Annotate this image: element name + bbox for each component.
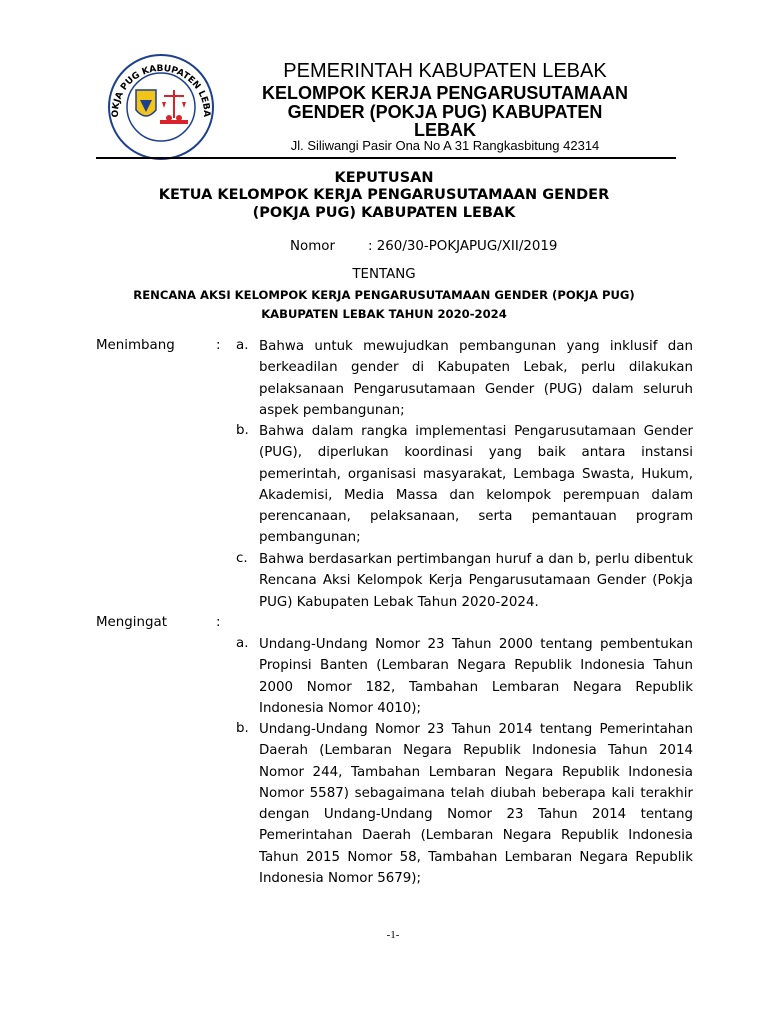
pokja-pug-logo	[96, 52, 226, 162]
decree-number-value: : 260/30-POKJAPUG/XII/2019	[368, 239, 558, 254]
decree-title-line1: KETUA KELOMPOK KERJA PENGARUSUTAMAAN GENDER	[158, 187, 610, 203]
mengingat-colon: :	[216, 615, 221, 630]
menimbang-item-c	[259, 549, 693, 613]
decree-title-line2: (POKJA PUG) KABUPATEN LEBAK	[252, 205, 516, 221]
mengingat-item-b-letter: b.	[236, 721, 249, 736]
decree-subject-line2: KABUPATEN LEBAK TAHUN 2020-2024	[261, 307, 507, 321]
svg-text:POKJA PUG KABUPATEN LEBAK: OKJA PUG KABUPATEN LEBA	[110, 63, 212, 118]
mengingat-label: Mengingat	[96, 615, 167, 630]
menimbang-item-c-letter: c.	[236, 551, 248, 566]
menimbang-item-b-text: Bahwa dalam rangka implementasi Pengarusutamaan Gender (PUG), diperlukan koordinasi yang baik antara instansi pemerintah, organisasi masyarakat, Lembaga Swasta, Hukum, Akademisi, Media Massa dan kelompok perempuan dalam perencanaan, pelaksanaan, serta pemantauan program pembangunan;	[259, 424, 693, 546]
menimbang-colon: :	[216, 338, 221, 353]
letterhead-line4: LEBAK	[414, 120, 476, 140]
letterhead-divider	[96, 157, 676, 159]
menimbang-item-a-letter: a.	[236, 338, 249, 353]
letterhead-line1: PEMERINTAH KABUPATEN LEBAK	[283, 60, 607, 82]
decree-tentang: TENTANG	[352, 267, 416, 282]
decree-heading: KEPUTUSAN	[334, 170, 434, 186]
letterhead-line3: GENDER (POKJA PUG) KABUPATEN	[287, 102, 603, 122]
letterhead-line2: KELOMPOK KERJA PENGARUSUTAMAAN	[261, 83, 628, 103]
mengingat-item-a-text: Undang-Undang Nomor 23 Tahun 2000 tentang pembentukan Propinsi Banten (Lembaran Negara Republik Indonesia Tahun 2000 Nomor 182, Tambahan Lembaran Negara Republik Indonesia Nomor 4010);	[259, 637, 693, 716]
menimbang-item-a-text: Bahwa untuk mewujudkan pembangunan yang inklusif dan berkeadilan gender di Kabupaten Lebak, perlu dilakukan pelaksanaan Pengarusutamaan Gender (PUG) dalam seluruh aspek pembangunan;	[259, 339, 693, 418]
decree-number-label: Nomor	[290, 239, 335, 254]
menimbang-item-a	[259, 336, 693, 421]
mengingat-item-b-text: Undang-Undang Nomor 23 Tahun 2014 tentang Pemerintahan Daerah (Lembaran Negara Republik Indonesia Tahun 2014 Nomor 244, Tambahan Lembaran Negara Republik Indonesia Nomor 5587) sebagaimana telah diubah beberapa kali terakhir dengan Undang-Undang Nomor 23 Tahun 2014 tentang Pemerintahan Daerah (Lembaran Negara Republik Indonesia Tahun 2015 Nomor 58, Tambahan Lembaran Negara Republik Indonesia Nomor 5679);	[259, 722, 693, 887]
menimbang-label: Menimbang	[96, 338, 175, 353]
menimbang-item-c-text: Bahwa berdasarkan pertimbangan huruf a dan b, perlu dibentuk Rencana Aksi Kelompok Kerja Pengarusutamaan Gender (Pokja PUG) Kabupaten Lebak Tahun 2020-2024.	[259, 552, 693, 610]
page-number: -1-	[386, 929, 400, 941]
menimbang-item-b	[259, 421, 693, 549]
decree-subject-line1: RENCANA AKSI KELOMPOK KERJA PENGARUSUTAMAAN GENDER (POKJA PUG)	[133, 288, 635, 302]
mengingat-item-a	[259, 634, 693, 719]
menimbang-item-b-letter: b.	[236, 423, 249, 438]
mengingat-item-a-letter: a.	[236, 636, 249, 651]
letterhead-address: Jl. Siliwangi Pasir Ona No A 31 Rangkasbitung 42314	[290, 138, 600, 153]
mengingat-item-b	[259, 719, 693, 889]
